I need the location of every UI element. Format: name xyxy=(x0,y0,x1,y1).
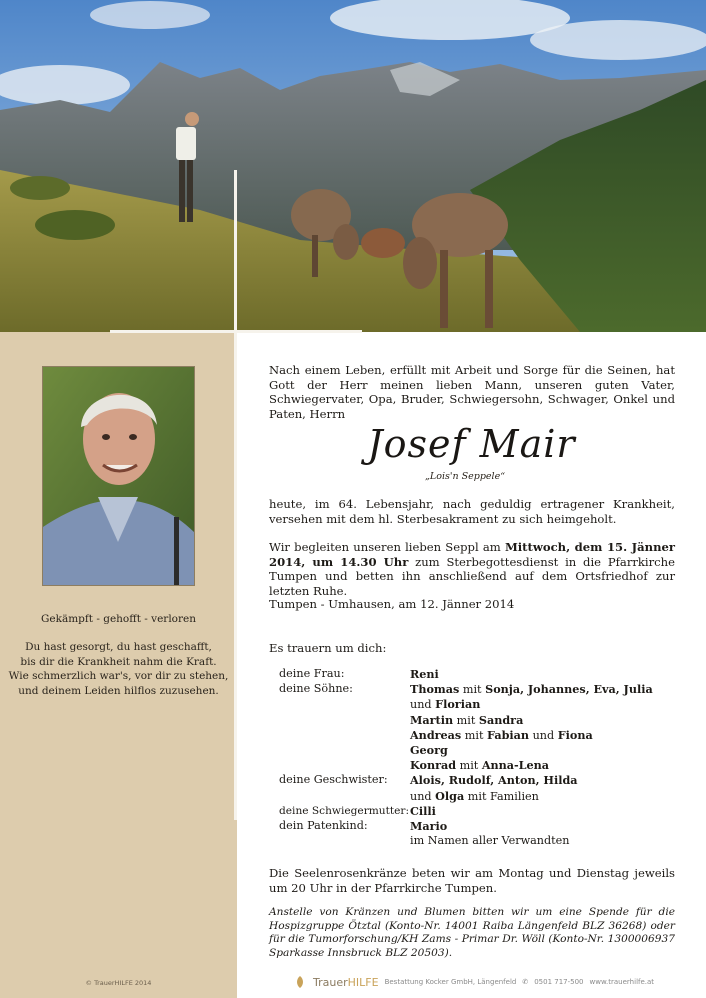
footer-website[interactable]: www.trauerhilfe.at xyxy=(589,978,655,986)
relative-name: Sandra xyxy=(478,712,524,727)
relatives-label: deine Geschwister: xyxy=(279,773,388,787)
poem-line: Du hast gesorgt, du hast geschafft, xyxy=(25,641,212,653)
relatives-label: dein Patenkind: xyxy=(279,819,368,833)
relatives-label: deine Frau: xyxy=(279,667,345,680)
relatives-list xyxy=(279,667,679,848)
poem-line: bis dir die Krankheit nahm die Kraft. xyxy=(20,655,217,668)
portrait-photo xyxy=(42,366,195,586)
poem-line: und deinem Leiden hilflos zuzusehen. xyxy=(18,684,219,697)
relatives-row-siblings xyxy=(279,773,679,803)
funeral-date: Mittwoch, dem 15. Jänner 2014, um 14.30 Uhr xyxy=(269,540,675,569)
footer-phone: 0501 717-500 xyxy=(534,978,584,986)
copyright-note: © TrauerHILFE 2014 xyxy=(85,979,152,987)
relative-name: Andreas xyxy=(410,727,462,742)
donation-paragraph: Anstelle von Kränzen und Blumen bitten wir um eine Spende für die Hospizgruppe Ötztal (Konto-Nr. 14001 Raiba Längenfeld BLZ 36268) oder für die Tumorforschung/KH Zams - Primar Dr. Wöll (Konto-Nr. 1300006937 Sparkasse Innsbruck BLZ 20503). xyxy=(269,906,675,959)
connector-text: mit xyxy=(461,728,487,742)
footer-company: Bestattung Kocker GmbH, Längenfeld xyxy=(384,978,517,986)
cross-horizontal-beam xyxy=(110,330,362,333)
relatives-label: deine Schwiegermutter: xyxy=(279,804,410,817)
brand-part: HILFE xyxy=(347,975,379,989)
rosary-paragraph: Die Seelenrosenkränze beten wir am Montag und Dienstag jeweils um 20 Uhr in der Pfarrkirche Tumpen. xyxy=(269,866,675,895)
connector-text: und xyxy=(410,789,436,803)
relative-name: Thomas xyxy=(410,682,460,697)
brand-part: Trauer xyxy=(313,975,348,989)
relative-name: Reni xyxy=(410,667,439,681)
deceased-name: Josef Mair xyxy=(367,422,576,466)
relatives-row-mother-in-law xyxy=(279,804,679,819)
relative-name: Mario xyxy=(410,819,448,834)
funeral-paragraph xyxy=(269,540,675,598)
relative-name: Martin xyxy=(410,712,454,727)
header-landscape-photo xyxy=(0,0,706,332)
relative-name: Anna-Lena xyxy=(481,758,550,773)
connector-text: mit xyxy=(456,759,482,773)
footer-brand xyxy=(313,976,379,989)
connector-text: und xyxy=(410,698,436,712)
phone-icon: ✆ xyxy=(522,978,529,986)
relative-name: Fabian xyxy=(487,727,530,742)
relatives-label: deine Söhne: xyxy=(279,682,353,696)
funeral-rest: zum Sterbegottesdienst in die Pfarrkirche Tumpen und betten ihn anschließend auf dem Ortsfriedhof zur letzten Ruhe. xyxy=(269,554,675,598)
mourners-heading: Es trauern um dich: xyxy=(269,641,387,655)
relative-name: Konrad xyxy=(410,758,457,773)
relative-name: Florian xyxy=(435,697,481,712)
connector-text: mit Familien xyxy=(464,789,539,803)
funeral-lead: Wir begleiten unseren lieben Seppl am xyxy=(269,540,505,554)
relative-name: Georg xyxy=(410,743,448,758)
cross-vertical-beam xyxy=(234,170,237,820)
relatives-row-godchild xyxy=(279,819,679,848)
relative-name: Sonja, Johannes, Eva, Julia xyxy=(485,682,653,697)
footer-bar xyxy=(237,972,706,992)
place-date: Tumpen - Umhausen, am 12. Jänner 2014 xyxy=(269,597,515,611)
relative-name: Cilli xyxy=(410,803,436,818)
poem xyxy=(0,640,237,698)
deceased-nickname: „Lois'n Seppele“ xyxy=(425,471,506,482)
intro-paragraph: Nach einem Leben, erfüllt mit Arbeit und Sorge für die Seinen, hat Gott der Herr meinen lieben Mann, unseren guten Vater, Schwiegervater, Opa, Bruder, Schwiegersohn, Schwager, Onkel und Paten, Herrn xyxy=(269,363,675,421)
poem-line: Wie schmerzlich war's, vor dir zu stehen, xyxy=(8,670,229,682)
connector-text: mit xyxy=(453,713,479,727)
relative-name: Olga xyxy=(435,788,465,803)
relative-name: Fiona xyxy=(557,727,593,742)
trauerhilfe-logo-icon xyxy=(293,975,307,989)
connector-text: und xyxy=(529,728,558,742)
death-paragraph: heute, im 64. Lebensjahr, nach geduldig ertragener Krankheit, versehen mit dem hl. Sterbesakrament zu sich heimgeholt. xyxy=(269,497,675,526)
all-relatives-line: im Namen aller Verwandten xyxy=(410,834,570,848)
relatives-row-wife xyxy=(279,667,679,682)
motto: Gekämpft - gehofft - verloren xyxy=(41,613,196,625)
relative-name: Alois, Rudolf, Anton, Hilda xyxy=(410,773,578,788)
connector-text: mit xyxy=(459,683,486,697)
relatives-row-sons xyxy=(279,682,679,773)
